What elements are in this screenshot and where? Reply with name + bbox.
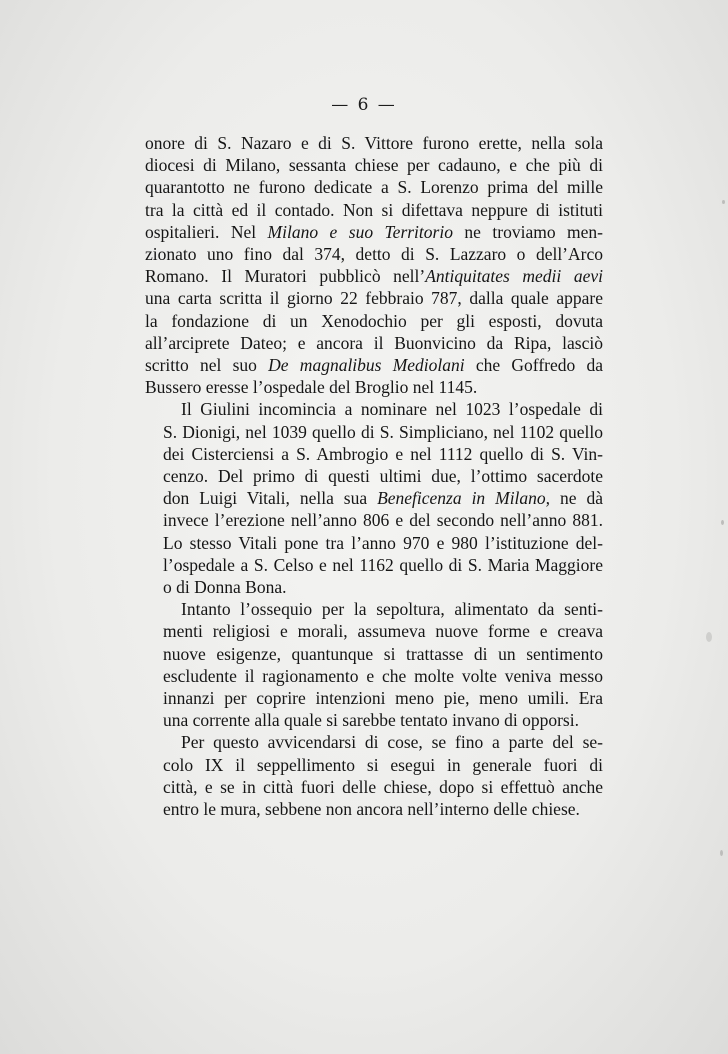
text-line: onore di S. Nazaro e di S. Vittore furono erette, nella sola [145,133,603,153]
text-line: S. Dionigi, nel 1039 quello di S. Simpliciano, nel 1102 quello [163,421,603,442]
paragraph-2 [145,398,603,598]
text-line: Il Giulini incomincia a nominare nel 1023 l’ospedale di [181,399,603,420]
text-line: invece l’erezione nell’anno 806 e del secondo nell’anno 881. [163,510,603,531]
text-line: Romano. Il Muratori pubblicò nell’Antiquitates medii aevi [145,266,603,287]
scan-speck [706,632,712,642]
text-line: Per questo avvicendarsi di cose, se fino a parte del se- [181,732,603,753]
text-line: Lo stesso Vitali pone tra l’anno 970 e 980 l’istituzione del- [163,532,603,553]
page-number: — 6 — [331,95,397,115]
text-line: colo IX il seppellimento si esegui in generale fuori di [163,754,603,775]
text-line: cenzo. Del primo di questi ultimi due, l’ottimo sacerdote [163,466,603,487]
paragraph-1 [145,132,603,398]
text-line: diocesi di Milano, sessanta chiese per cadauno, e che più di [145,155,603,176]
text-line: una corrente alla quale si sarebbe tentato invano di opporsi. [163,710,579,731]
text-line: Intanto l’ossequio per la sepoltura, alimentato da senti- [181,599,603,620]
text-line: città, e se in città fuori delle chiese, dopo si effettuò anche [163,776,603,797]
text-line: nuove esigenze, quantunque si trattasse di un sentimento [163,643,603,664]
text-line: ospitalieri. Nel Milano e suo Territorio ne troviamo men- [145,221,603,242]
body-text [145,132,603,820]
text-line: l’ospedale a S. Celso e nel 1162 quello di S. Maria Maggiore [163,554,603,575]
text-line: Bussero eresse l’ospedale del Broglio nel 1145. [145,377,478,398]
scan-speck [721,520,724,525]
text-line: dei Cisterciensi a S. Ambrogio e nel 1112 quello di S. Vin- [163,443,603,464]
text-line: zionato uno fino dal 374, detto di S. Lazzaro o dell’Arco [145,244,603,265]
text-line: all’arciprete Dateo; e ancora il Buonvicino da Ripa, lasciò [145,332,603,353]
scan-speck [722,200,725,204]
scan-speck [720,850,723,856]
text-line: entro le mura, sebbene non ancora nell’interno delle chiese. [163,799,580,820]
text-line: tra la città ed il contado. Non si difettava neppure di istituti [145,199,603,220]
text-line: escludente il ragionamento e che molte volte veniva messo [163,665,603,686]
paragraph-4 [145,731,603,820]
text-line: scritto nel suo De magnalibus Mediolani che Goffredo da [145,355,604,376]
text-line: don Luigi Vitali, nella sua Beneficenza in Milano, ne dà [163,488,603,509]
text-line: la fondazione di un Xenodochio per gli esposti, dovuta [145,310,603,331]
text-line: o di Donna Bona. [163,577,287,598]
text-line: innanzi per coprire intenzioni meno pie, meno umili. Era [163,688,603,709]
text-line: una carta scritta il giorno 22 febbraio 787, dalla quale appare [145,288,603,309]
paragraph-3 [145,598,603,731]
text-line: menti religiosi e morali, assumeva nuove forme e creava [163,621,603,642]
text-line: quarantotto ne furono dedicate a S. Lorenzo prima del mille [145,177,603,198]
